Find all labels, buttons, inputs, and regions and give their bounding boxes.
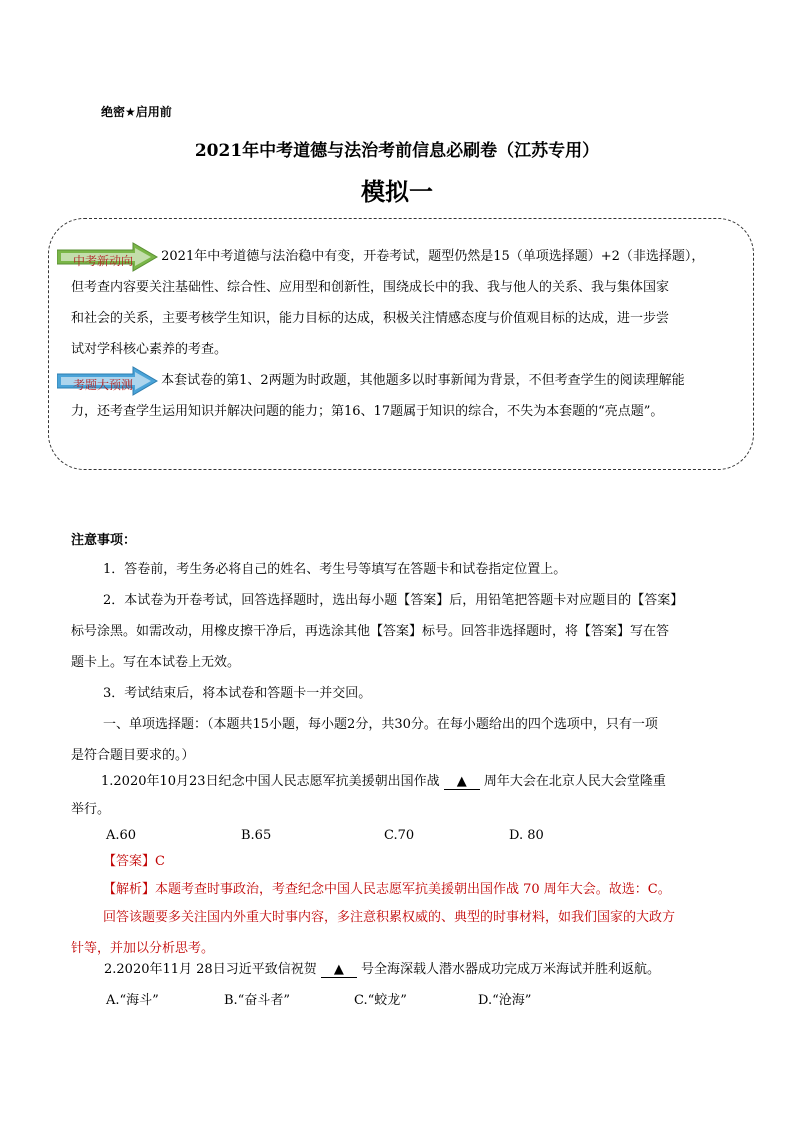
- note-2-cont: 标号涂黑。如需改动，用橡皮擦干净后，再选涂其他【答案】标号。回答非选择题时，将【答案】写在答 题卡上。写在本试卷上无效。: [71, 624, 670, 670]
- info-para-1: 中考新动向 2021年中考道德与法治稳中有变，开卷考试，题型仍然是15（单项选择题）+2（非选择题）， 但考查内容要关注基础性、综合性、应用型和创新性，围绕成长中的我、我与他人的关系、我与集体国家 和社会的关系，主要考核学生知识，能力目标的达成，积极关注情感态度与价值观目标的达成，进一步尝 试对学科核心素养的考查。 考题大预测 本套试卷的第1、2两题为时政题，其他题多以时事新闻为背景，不但考查学生的阅读理解能 力，还考查学生运用知识并解决问题的能力；第16、17题属于知识的综合，不失为本套题的“亮点题”。: [71, 241, 753, 427]
- note-2: 2．本试卷为开卷考试，回答选择题时，选出每小题【答案】后，用铅笔把答题卡对应题目的【答案】: [103, 593, 684, 608]
- q2-option-a: A.“海斗”: [106, 993, 159, 1008]
- q2-option-b: B.“奋斗者”: [224, 993, 290, 1008]
- notes-list: [71, 554, 722, 616]
- answer-blank: ▲: [444, 775, 480, 790]
- section-heading: 一、单项选择题：（本题共15小题，每小题2分，共30分。在每小题给出的四个选项中，只有一项: [103, 717, 658, 732]
- q1-analysis: 【解析】本题考查时事政治，考查纪念中国人民志愿军抗美援朝出国作战 70 周年大会。故选：C。: [103, 882, 671, 897]
- q2-option-d: D.“沧海”: [478, 993, 532, 1008]
- q1-option-b: B.65: [241, 828, 272, 843]
- confidential-mark: 绝密★启用前: [101, 105, 172, 119]
- q1-option-d: D. 80: [509, 828, 544, 843]
- q1-option-a: A.60: [106, 828, 137, 843]
- section-heading-cont: 是符合题目要求的。）: [71, 748, 195, 763]
- tag-exam-trend: 中考新动向: [71, 246, 157, 268]
- q1-option-c: C.70: [384, 828, 415, 843]
- notes-heading: 注意事项：: [71, 533, 137, 548]
- question-1: 1.2020年10月23日纪念中国人民志愿军抗美援朝出国作战 ▲ 周年大会在北京人民大会堂隆重: [101, 774, 666, 789]
- q2-option-c: C.“蛟龙”: [354, 993, 407, 1008]
- note-1: 1．答卷前，考生务必将自己的姓名、考生号等填写在答题卡和试卷指定位置上。: [103, 562, 567, 577]
- exam-subtitle: 模拟一: [361, 178, 433, 206]
- q1-answer: 【答案】C: [103, 854, 165, 869]
- answer-blank: ▲: [321, 963, 357, 978]
- question-2: 2.2020年11月 28日习近平致信祝贺 ▲ 号全海深载人潜水器成功完成万米海试并胜利返航。: [104, 962, 661, 977]
- note-3: 3．考试结束后，将本试卷和答题卡一并交回。 一、单项选择题：（本题共15小题，每小题2分，共30分。在每小题给出的四个选项中，只有一项: [71, 678, 722, 740]
- exam-title: 2021年中考道德与法治考前信息必刷卷（江苏专用）: [194, 141, 600, 161]
- question-1-cont: 举行。: [71, 802, 111, 817]
- q1-analysis-cont: 回答该题要多关注国内外重大时事内容，多注意积累权威的、典型的时事材料，如我们国家的大政方 针等，并加以分析思考。: [71, 910, 676, 956]
- tag-exam-prediction: 考题大预测: [71, 370, 157, 392]
